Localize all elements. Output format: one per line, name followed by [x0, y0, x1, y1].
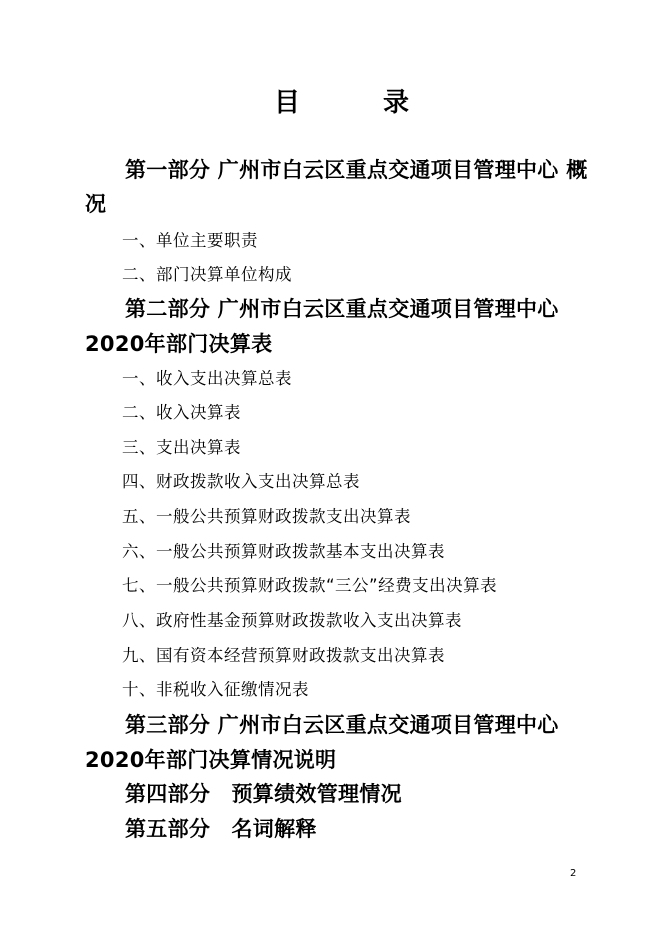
toc-item: 九、国有资本经营预算财政拨款支出决算表	[122, 646, 445, 665]
toc-item: 一、收入支出决算总表	[122, 369, 292, 388]
part3-heading-line2: 2020年部门决算情况说明	[85, 748, 337, 772]
part2-heading-line2: 2020年部门决算表	[85, 332, 273, 356]
title-char-1: 目	[274, 88, 301, 118]
toc-item: 二、收入决算表	[122, 403, 241, 422]
part3-heading-line1: 第三部分 广州市白云区重点交通项目管理中心	[125, 713, 559, 737]
part4-heading: 第四部分 预算绩效管理情况	[125, 782, 402, 806]
toc-item: 四、财政拨款收入支出决算总表	[122, 472, 360, 491]
toc-item: 二、部门决算单位构成	[122, 265, 292, 284]
part5-heading: 第五部分 名词解释	[125, 817, 317, 841]
page-number: 2	[570, 868, 577, 879]
part1-heading-line2: 况	[85, 192, 107, 216]
toc-item: 八、政府性基金预算财政拨款收入支出决算表	[122, 611, 462, 630]
toc-item: 五、一般公共预算财政拨款支出决算表	[122, 507, 411, 526]
toc-item: 三、支出决算表	[122, 438, 241, 457]
toc-item: 一、单位主要职责	[122, 231, 258, 250]
toc-item: 六、一般公共预算财政拨款基本支出决算表	[122, 542, 445, 561]
toc-item: 十、非税收入征缴情况表	[122, 680, 309, 699]
toc-item: 七、一般公共预算财政拨款“三公”经费支出决算表	[122, 576, 498, 595]
title-char-2: 录	[383, 88, 410, 118]
part1-heading-line1: 第一部分 广州市白云区重点交通项目管理中心 概	[125, 158, 588, 182]
part2-heading-line1: 第二部分 广州市白云区重点交通项目管理中心	[125, 297, 559, 321]
